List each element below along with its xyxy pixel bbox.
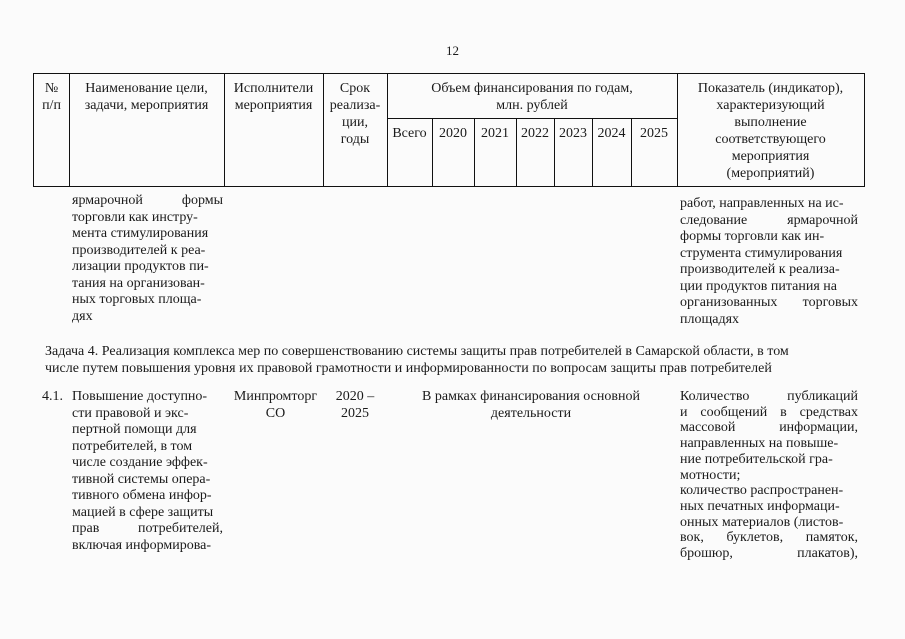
header-num: № п/п [42,81,61,113]
header-year-total: Всего [392,126,427,141]
header-year-2022: 2022 [521,126,549,141]
row-4-1-indicator: Количество публикаций и сообщений в средствах массовой информации, направленных на повыше- ние потребительской гра- мотности; количество распространен- ных печатных информаци- онных материалов (листов- вок, буклетов, памяток, брошюр, плакатов), [680,389,858,562]
header-year-2021: 2021 [481,126,509,141]
page-number: 12 [446,43,459,58]
continued-indicator-text: работ, направленных на ис- следование ярмарочной формы торговли как ин- струмента стимулирования производителей к реализа- ции продуктов питания на организованных торговых площадях [680,196,858,327]
header-name: Наименование цели, задачи, мероприятия [84,81,209,113]
row-4-1-financing: В рамках финансирования основной деятельности [422,389,640,421]
header-year-2025: 2025 [640,126,668,141]
row-4-1-executor: Минпромторг СО [233,389,318,421]
table-header [33,73,865,187]
header-year-2020: 2020 [439,126,467,141]
header-term: Срок реализа- ции, годы [329,81,381,147]
header-year-2024: 2024 [597,126,626,141]
header-financing: Объем финансирования по годам, млн. рублей [431,81,633,113]
row-4-1-name: Повышение доступно- сти правовой и экс- пертной помощи для потребителей, в том числе создание эффек- тивной системы опера- тивного обмена инфор- мацией в сфере защиты прав потребителей, включая информирова- [72,389,223,553]
task-4-heading: Задача 4. Реализация комплекса мер по совершенствованию системы защиты прав потребителей в Самарской области, в том числе путем повышения уровня их правовой грамотности и информированности по вопросам защиты прав потребителей [45,344,789,376]
row-4-1-number: 4.1. [42,389,63,404]
header-executors: Исполнители мероприятия [233,81,314,113]
header-indicator: Показатель (индикатор), характеризующий выполнение соответствующего мероприятия (мероприятий) [697,81,844,181]
row-4-1-term: 2020 – 2025 [335,389,375,421]
header-year-2023: 2023 [559,126,587,141]
continued-name-text: ярмарочной формы торговли как инстру- мента стимулирования производителей к реа- лизации продуктов пи- тания на организован- ных торговых площа- дях [72,193,223,324]
